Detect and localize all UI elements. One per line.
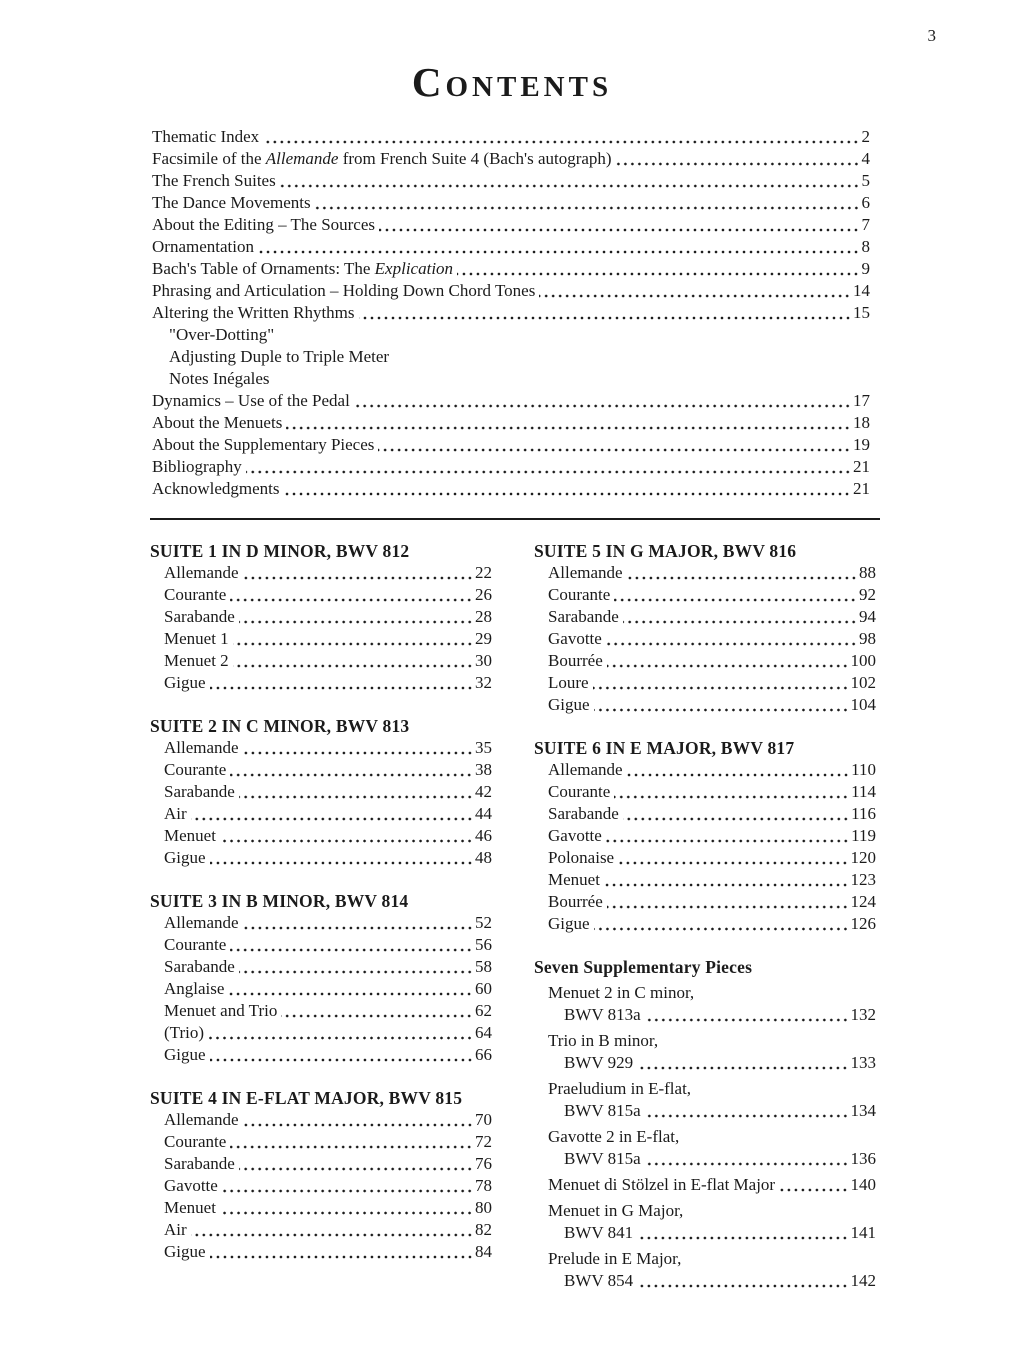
suite-block: [150, 890, 492, 1066]
dot-leader: [627, 773, 850, 777]
page-ref: 42: [475, 782, 492, 801]
dot-leader: [246, 470, 851, 474]
toc-row: [534, 584, 876, 606]
toc-row: [150, 1044, 492, 1066]
toc-entry-label: Polonaise: [548, 848, 615, 867]
page-ref: 14: [853, 281, 870, 300]
toc-row: [152, 126, 870, 148]
page-ref: 2: [861, 127, 870, 146]
dot-leader: [281, 1014, 473, 1018]
toc-entry-label: Allemande: [164, 563, 239, 582]
dot-leader: [379, 228, 859, 232]
toc-row: [152, 324, 870, 346]
dot-leader: [191, 1233, 473, 1237]
toc-entry-label: Courante: [164, 760, 227, 779]
toc-row: [534, 562, 876, 584]
toc-row: [150, 1153, 492, 1175]
page-ref: 21: [853, 457, 870, 476]
toc-row: [534, 847, 876, 869]
page-ref: 78: [475, 1176, 492, 1195]
dot-leader: [230, 1145, 473, 1149]
toc-row: [534, 1030, 876, 1052]
dot-leader: [616, 162, 860, 166]
toc-row: [150, 1109, 492, 1131]
toc-row: [534, 1222, 876, 1244]
page-ref: 26: [475, 585, 492, 604]
page-ref: 119: [851, 826, 876, 845]
page-ref: 62: [475, 1001, 492, 1020]
toc-entry-label: Praeludium in E-flat,: [548, 1079, 692, 1098]
page-ref: 92: [859, 585, 876, 604]
suite-heading: SUITE 5 IN G MAJOR, BWV 816: [534, 541, 797, 561]
toc-row: [150, 672, 492, 694]
page-ref: 5: [861, 171, 870, 190]
suite-heading: SUITE 2 IN C MINOR, BWV 813: [150, 716, 410, 736]
toc-entry-label: Thematic Index: [152, 127, 260, 146]
page-ref: 124: [850, 892, 876, 911]
toc-entry-label: Gigue: [164, 1045, 206, 1064]
page-ref: 102: [850, 673, 876, 692]
page-ref: 9: [861, 259, 870, 278]
toc-entry-label: Air: [164, 1220, 187, 1239]
toc-entry-label: Ornamentation: [152, 237, 254, 256]
toc-row: [534, 1126, 876, 1148]
suite-heading: SUITE 1 IN D MINOR, BWV 812: [150, 541, 410, 561]
toc-row: [150, 650, 492, 672]
dot-leader: [606, 642, 857, 646]
toc-entry-label: Menuet in G Major,: [548, 1201, 684, 1220]
toc-entry-label: Sarabande: [164, 957, 235, 976]
toc-entry-label: Anglaise: [164, 979, 225, 998]
page-ref: 48: [475, 848, 492, 867]
toc-entry-label: Allemande: [164, 913, 239, 932]
page-ref: 66: [475, 1045, 492, 1064]
dot-leader: [354, 404, 851, 408]
dot-leader: [208, 1036, 473, 1040]
dot-leader: [243, 751, 473, 755]
toc-row: [534, 781, 876, 803]
toc-row: [152, 214, 870, 236]
dot-leader: [614, 598, 857, 602]
toc-row: [534, 1200, 876, 1222]
dot-leader: [623, 620, 857, 624]
toc-row: [150, 628, 492, 650]
toc-entry-label: BWV 854: [564, 1271, 634, 1290]
toc-entry-label: Allemande: [548, 760, 623, 779]
page-ref: 19: [853, 435, 870, 454]
dot-leader: [637, 1236, 848, 1240]
toc-row: [534, 869, 876, 891]
toc-row: [150, 1219, 492, 1241]
toc-row: [150, 562, 492, 584]
toc-row: [534, 1052, 876, 1074]
dot-leader: [618, 861, 848, 865]
toc-entry-label: Loure: [548, 673, 589, 692]
toc-entry-label: Gavotte 2 in E-flat,: [548, 1127, 680, 1146]
toc-row: [534, 628, 876, 650]
toc-entry-label: Phrasing and Articulation – Holding Down Chord Tones: [152, 281, 536, 300]
page-ref: 116: [851, 804, 876, 823]
dot-leader: [239, 970, 473, 974]
page-ref: 72: [475, 1132, 492, 1151]
toc-row: [150, 978, 492, 1000]
toc-row: [534, 1004, 876, 1026]
dot-leader: [243, 1123, 473, 1127]
toc-row: [150, 803, 492, 825]
toc-row: [534, 1100, 876, 1122]
supplementary-entry: [534, 1126, 876, 1170]
page-ref: 7: [861, 215, 870, 234]
page-ref: 114: [851, 782, 876, 801]
page-ref: 120: [850, 848, 876, 867]
toc-row: [150, 847, 492, 869]
toc-row: [534, 694, 876, 716]
toc-entry-label: Courante: [164, 585, 227, 604]
toc-entry-label: About the Supplementary Pieces: [152, 435, 375, 454]
toc-row: [152, 390, 870, 412]
toc-entry-label: About the Menuets: [152, 413, 283, 432]
page-ref: 52: [475, 913, 492, 932]
dot-leader: [263, 140, 859, 144]
italic-label-part: Explication: [374, 259, 454, 278]
toc-row: [152, 236, 870, 258]
page-ref: 44: [475, 804, 492, 823]
toc-entry-label: Prelude in E Major,: [548, 1249, 682, 1268]
toc-row: [534, 759, 876, 781]
dot-leader: [191, 817, 473, 821]
toc-row: [534, 803, 876, 825]
toc-entry-label: Allemande: [164, 1110, 239, 1129]
toc-entry-label: (Trio): [164, 1023, 204, 1042]
toc-row: [152, 302, 870, 324]
toc-row: [534, 650, 876, 672]
dot-leader: [210, 1255, 473, 1259]
dot-leader: [614, 795, 849, 799]
dot-leader: [607, 664, 849, 668]
page-ref: 80: [475, 1198, 492, 1217]
dot-leader: [258, 250, 860, 254]
toc-row: [534, 1078, 876, 1100]
toc-row: [150, 1131, 492, 1153]
page-ref: 17: [853, 391, 870, 410]
toc-entry-label: Menuet di Stölzel in E-flat Major: [548, 1175, 776, 1194]
right-column: [534, 540, 876, 1292]
dot-leader: [233, 642, 473, 646]
italic-label-part: Allemande: [265, 149, 339, 168]
page-ref: 82: [475, 1220, 492, 1239]
dot-leader: [315, 206, 860, 210]
page-ref: 123: [850, 870, 876, 889]
dot-leader: [230, 948, 473, 952]
toc-row: [152, 192, 870, 214]
front-matter-list: [152, 126, 870, 500]
dot-leader: [210, 861, 473, 865]
page-ref: 134: [850, 1101, 876, 1120]
dot-leader: [222, 1189, 473, 1193]
page-ref: 28: [475, 607, 492, 626]
dot-leader: [243, 926, 473, 930]
page-title: Contents: [411, 59, 613, 105]
page-ref: 30: [475, 651, 492, 670]
supplementary-entry: [534, 1174, 876, 1196]
toc-row: [152, 368, 870, 390]
dot-leader: [779, 1188, 848, 1192]
dot-leader: [594, 708, 849, 712]
toc-row: [534, 825, 876, 847]
page-ref: 142: [850, 1271, 876, 1290]
toc-row: [534, 606, 876, 628]
suite-block: [150, 1087, 492, 1263]
toc-entry-label: BWV 841: [564, 1223, 634, 1242]
page-ref: 29: [475, 629, 492, 648]
toc-entry-label: Bibliography: [152, 457, 242, 476]
toc-entry-label: Allemande: [548, 563, 623, 582]
page-ref: 35: [475, 738, 492, 757]
toc-entry-label: Dynamics – Use of the Pedal: [152, 391, 350, 410]
toc-entry-label: Gavotte: [548, 629, 602, 648]
dot-leader: [210, 686, 473, 690]
dot-leader: [230, 773, 473, 777]
toc-row: [150, 934, 492, 956]
toc-entry-label: Gigue: [548, 914, 590, 933]
page-ref: 18: [853, 413, 870, 432]
toc-entry-label: Gigue: [164, 673, 206, 692]
toc-entry-label: Adjusting Duple to Triple Meter: [169, 347, 390, 366]
suite-heading: SUITE 3 IN B MINOR, BWV 814: [150, 891, 409, 911]
page-ref: 104: [850, 695, 876, 714]
suite-heading: SUITE 6 IN E MAJOR, BWV 817: [534, 738, 795, 758]
suite-block: [534, 956, 876, 1292]
toc-entry-label: Menuet: [164, 1198, 216, 1217]
dot-leader: [230, 598, 473, 602]
supplementary-entry: [534, 1030, 876, 1074]
page-ref: 126: [850, 914, 876, 933]
page-ref: 8: [861, 237, 870, 256]
dot-leader: [637, 1284, 848, 1288]
toc-row: [152, 346, 870, 368]
toc-row: [152, 478, 870, 500]
toc-entry-label: Bach's Table of Ornaments: The Explication: [152, 259, 454, 278]
dot-leader: [239, 795, 473, 799]
suites-columns: [150, 540, 876, 1292]
toc-entry-label: Courante: [164, 935, 227, 954]
dot-leader: [243, 576, 473, 580]
toc-entry-label: Menuet and Trio: [164, 1001, 278, 1020]
toc-entry-label: "Over-Dotting": [169, 325, 275, 344]
toc-entry-label: Sarabande: [548, 607, 619, 626]
toc-entry-label: BWV 929: [564, 1053, 634, 1072]
toc-row: [150, 1175, 492, 1197]
toc-entry-label: Sarabande: [164, 782, 235, 801]
page-ref: 100: [850, 651, 876, 670]
page-ref: 21: [853, 479, 870, 498]
toc-entry-label: Bourrée: [548, 651, 603, 670]
section-divider: [150, 518, 880, 520]
page-ref: 141: [850, 1223, 876, 1242]
toc-row: [152, 170, 870, 192]
dot-leader: [233, 664, 473, 668]
toc-entry-label: Notes Inégales: [169, 369, 270, 388]
toc-entry-label: Sarabande: [548, 804, 619, 823]
suite-heading: SUITE 4 IN E-FLAT MAJOR, BWV 815: [150, 1088, 463, 1108]
dot-leader: [637, 1066, 848, 1070]
toc-entry-label: Gavotte: [548, 826, 602, 845]
page-ref: 6: [861, 193, 870, 212]
page-ref: 22: [475, 563, 492, 582]
toc-row: [534, 1270, 876, 1292]
toc-row: [534, 1148, 876, 1170]
dot-leader: [210, 1058, 473, 1062]
dot-leader: [239, 620, 473, 624]
page-ref: 32: [475, 673, 492, 692]
page-ref: 58: [475, 957, 492, 976]
toc-row: [150, 781, 492, 803]
toc-row: [534, 672, 876, 694]
page-ref: 110: [851, 760, 876, 779]
dot-leader: [378, 448, 851, 452]
toc-entry-label: Gavotte: [164, 1176, 218, 1195]
page-ref: 70: [475, 1110, 492, 1129]
suite-block: [534, 737, 876, 935]
toc-entry-label: Courante: [164, 1132, 227, 1151]
toc-entry-label: Trio in B minor,: [548, 1031, 659, 1050]
toc-entry-label: Acknowledgments: [152, 479, 280, 498]
toc-row: [152, 280, 870, 302]
left-column: [150, 540, 492, 1292]
dot-leader: [539, 294, 851, 298]
toc-entry-label: BWV 815a: [564, 1149, 641, 1168]
toc-entry-label: Menuet: [164, 826, 216, 845]
dot-leader: [627, 576, 857, 580]
dot-leader: [220, 1211, 473, 1215]
toc-row: [150, 1022, 492, 1044]
dot-leader: [607, 905, 849, 909]
dot-leader: [228, 992, 473, 996]
toc-entry-label: Courante: [548, 585, 611, 604]
toc-entry-label: The French Suites: [152, 171, 276, 190]
page-ref: 132: [850, 1005, 876, 1024]
toc-entry-label: About the Editing – The Sources: [152, 215, 376, 234]
dot-leader: [645, 1162, 849, 1166]
toc-entry-label: Menuet 2 in C minor,: [548, 983, 695, 1002]
dot-leader: [239, 1167, 473, 1171]
suite-block: [150, 715, 492, 869]
toc-entry-label: Sarabande: [164, 607, 235, 626]
dot-leader: [280, 184, 860, 188]
toc-row: [534, 1248, 876, 1270]
toc-entry-label: Gigue: [164, 1242, 206, 1261]
toc-row: [152, 258, 870, 280]
toc-entry-label: Sarabande: [164, 1154, 235, 1173]
dot-leader: [286, 426, 851, 430]
toc-entry-label: Menuet 2: [164, 651, 229, 670]
dot-leader: [220, 839, 473, 843]
toc-row: [150, 606, 492, 628]
dot-leader: [604, 883, 849, 887]
page-number: 3: [927, 26, 936, 45]
page-ref: 38: [475, 760, 492, 779]
toc-row: [150, 737, 492, 759]
page-ref: 133: [850, 1053, 876, 1072]
toc-row: [152, 456, 870, 478]
dot-leader: [594, 927, 849, 931]
suite-block: [534, 540, 876, 716]
toc-entry-label: BWV 813a: [564, 1005, 641, 1024]
page-ref: 4: [861, 149, 870, 168]
toc-row: [534, 913, 876, 935]
page-ref: 88: [859, 563, 876, 582]
dot-leader: [593, 686, 849, 690]
dot-leader: [283, 492, 851, 496]
dot-leader: [606, 839, 849, 843]
suite-block: [150, 540, 492, 694]
toc-row: [150, 759, 492, 781]
toc-entry-label: Menuet: [548, 870, 600, 889]
supplementary-entry: [534, 1078, 876, 1122]
page-ref: 46: [475, 826, 492, 845]
toc-row: [534, 982, 876, 1004]
toc-entry-label: Allemande: [164, 738, 239, 757]
page-ref: 136: [850, 1149, 876, 1168]
page-ref: 60: [475, 979, 492, 998]
page-ref: 140: [850, 1175, 876, 1194]
toc-row: [152, 148, 870, 170]
toc-row: [150, 1241, 492, 1263]
toc-entry-label: Bourrée: [548, 892, 603, 911]
toc-entry-label: Gigue: [548, 695, 590, 714]
toc-row: [150, 1000, 492, 1022]
page-ref: 64: [475, 1023, 492, 1042]
suite-heading: Seven Supplementary Pieces: [534, 957, 753, 977]
dot-leader: [623, 817, 849, 821]
supplementary-entry: [534, 1200, 876, 1244]
toc-entry-label: Menuet 1: [164, 629, 229, 648]
toc-entry-label: Altering the Written Rhythms: [152, 303, 355, 322]
toc-entry-label: Air: [164, 804, 187, 823]
supplementary-entry: [534, 982, 876, 1026]
toc-entry-label: Courante: [548, 782, 611, 801]
toc-row: [150, 1197, 492, 1219]
toc-row: [150, 956, 492, 978]
dot-leader: [645, 1018, 849, 1022]
page-ref: 94: [859, 607, 876, 626]
toc-entry-label: Gigue: [164, 848, 206, 867]
toc-entry-label: BWV 815a: [564, 1101, 641, 1120]
toc-entry-label: The Dance Movements: [152, 193, 311, 212]
page-ref: 56: [475, 935, 492, 954]
toc-row: [534, 891, 876, 913]
toc-row: [150, 825, 492, 847]
dot-leader: [359, 316, 851, 320]
dot-leader: [457, 272, 859, 276]
page-ref: 84: [475, 1242, 492, 1261]
toc-row: [152, 434, 870, 456]
supplementary-entry: [534, 1248, 876, 1292]
dot-leader: [645, 1114, 849, 1118]
page-ref: 15: [853, 303, 870, 322]
page-ref: 76: [475, 1154, 492, 1173]
toc-row: [150, 912, 492, 934]
toc-row: [152, 412, 870, 434]
toc-entry-label: Facsimile of the Allemande from French Suite 4 (Bach's autograph): [152, 149, 612, 168]
page-ref: 98: [859, 629, 876, 648]
toc-row: [534, 1174, 876, 1196]
toc-row: [150, 584, 492, 606]
